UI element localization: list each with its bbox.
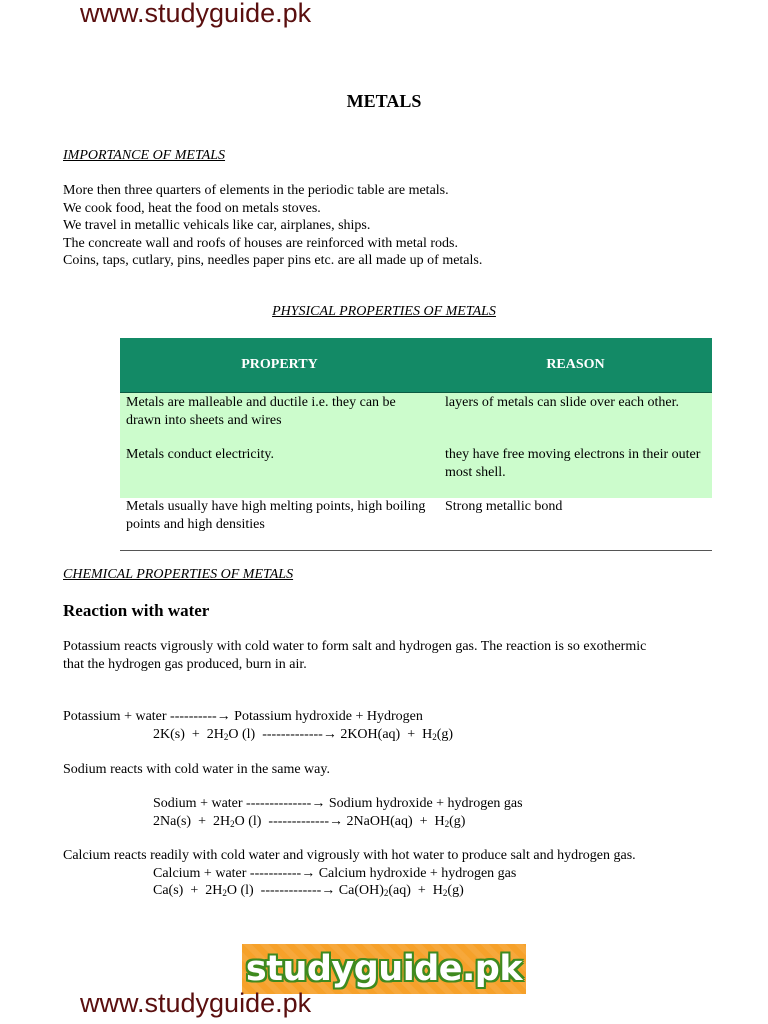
reason-cell: they have free moving electrons in their outer most shell. — [439, 446, 712, 498]
property-cell: Metals are malleable and ductile i.e. they can be drawn into sheets and wires — [120, 393, 439, 447]
property-cell: Metals conduct electricity. — [120, 446, 439, 498]
table-row — [120, 498, 712, 551]
importance-line: More then three quarters of elements in the periodic table are metals. — [63, 183, 449, 198]
physical-properties-table — [120, 338, 712, 551]
reason-cell: layers of metals can slide over each other. — [439, 393, 712, 447]
studyguide-logo[interactable] — [242, 944, 526, 994]
physical-heading-wrap — [0, 304, 768, 320]
calcium-word-equation: Calcium + water -----------→ Calcium hydroxide + hydrogen gas — [153, 866, 517, 881]
importance-line: We travel in metallic vehicals like car, airplanes, ships. — [63, 218, 371, 233]
calcium-text: Calcium reacts readily with cold water and vigrously with hot water to produce salt and hydrogen gas. — [63, 848, 636, 863]
site-url-footer[interactable]: www.studyguide.pk — [80, 988, 312, 1018]
potassium-word-equation: Potassium + water ----------→ Potassium hydroxide + Hydrogen — [63, 709, 423, 724]
logo-text: studyguide.pk — [245, 949, 523, 989]
column-header-reason: REASON — [439, 338, 712, 393]
importance-line: The concreate wall and roofs of houses are reinforced with metal rods. — [63, 235, 458, 251]
calcium-symbol-equation: $Ca(s) + 2H_2O$ (l) -------------→ $Ca(OH)_2(aq) + H_2(g)$ — [153, 883, 464, 898]
importance-line: We cook food, heat the food on metals stoves. — [63, 200, 321, 216]
property-cell: Metals usually have high melting points, high boiling points and high densities — [126, 499, 426, 532]
potassium-symbol-equation: $2K(s) + 2H_2O$ (l) -------------→ $2KOH(aq) + H_2(g)$ — [153, 727, 454, 742]
column-header-property: PROPERTY — [120, 338, 439, 393]
importance-paragraph — [63, 182, 482, 270]
sodium-word-equation: Sodium + water --------------→ Sodium hydroxide + hydrogen gas — [153, 796, 523, 811]
page-title: METALS — [346, 91, 422, 111]
reaction-with-water-heading: Reaction with water — [63, 601, 210, 620]
potassium-paragraph — [63, 638, 646, 673]
chemical-heading: CHEMICAL PROPERTIES OF METALS — [63, 567, 294, 582]
site-url-header[interactable]: www.studyguide.pk — [80, 0, 312, 28]
potassium-text-line: Potassium reacts vigrously with cold water to form salt and hydrogen gas. The reaction is so exothermic — [63, 639, 647, 654]
importance-line: Coins, taps, cutlary, pins, needles paper pins etc. are all made up of metals. — [63, 253, 483, 268]
table-row — [120, 446, 712, 498]
reason-cell: Strong metallic bond — [445, 499, 563, 514]
table-row — [120, 393, 712, 447]
physical-heading: PHYSICAL PROPERTIES OF METALS — [272, 304, 496, 319]
sodium-text: Sodium reacts with cold water in the same way. — [63, 762, 330, 777]
importance-heading: IMPORTANCE OF METALS — [63, 148, 226, 163]
potassium-text-line: that the hydrogen gas produced, burn in air. — [63, 656, 307, 672]
sodium-symbol-equation: $2Na(s) + 2H_2O$ (l) -------------→ 2NaOH(aq) + $H_2(g)$ — [153, 814, 466, 829]
table-header-row — [120, 338, 712, 393]
